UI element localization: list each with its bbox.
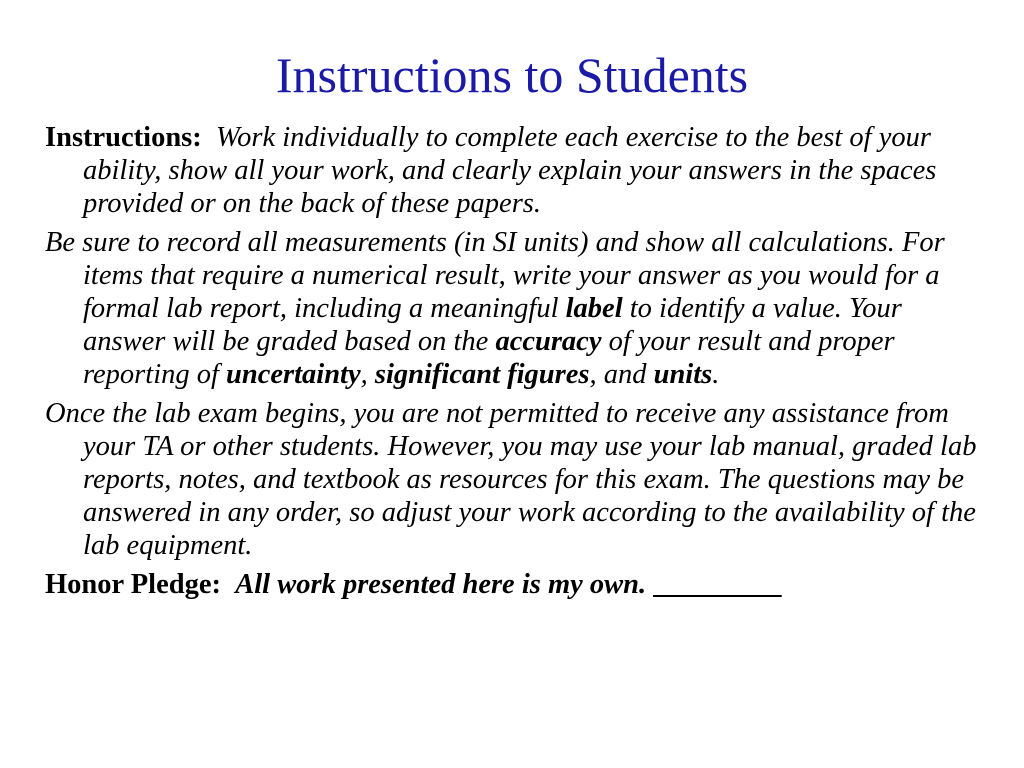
honor-pledge-label: Honor Pledge: (45, 569, 221, 600)
measurements-text-3: of your result and proper reporting of (83, 326, 895, 390)
slide-body (45, 121, 985, 607)
instructions-paragraph (45, 121, 985, 220)
honor-pledge-paragraph (45, 568, 985, 601)
instructions-text: Work individually to complete each exercise to the best of your ability, show all your work, and clearly explain your answers in the spaces provided or on the back of these papers. (83, 122, 937, 219)
measurements-text-1: Be sure to record all measurements (in SI units) and show all calculations. For items that require a numerical result, write your answer as you would for a formal lab report, including a meaningful (45, 227, 945, 324)
keyword-label: label (565, 293, 623, 324)
keyword-accuracy: accuracy (495, 326, 602, 357)
keyword-separator: , (360, 359, 375, 390)
honor-pledge-text: All work presented here is my own. (235, 569, 647, 600)
measurements-text-4: , and (589, 359, 654, 390)
measurements-paragraph (45, 226, 985, 391)
signature-line: _________ (653, 569, 782, 600)
exam-rules-paragraph (45, 397, 985, 562)
slide-title: Instructions to Students (275, 47, 749, 103)
keyword-uncertainty: uncertainty (226, 359, 361, 390)
keyword-significant-figures: significant figures (374, 359, 590, 390)
instructions-label: Instructions: (45, 122, 202, 153)
exam-rules-text: Once the lab exam begins, you are not permitted to receive any assistance from your TA or other students. However, you may use your lab manual, graded lab reports, notes, and textbook as resources for this exam. The questions may be answered in any order, so adjust your work according to the availability of the lab equipment. (45, 398, 977, 561)
keyword-units: units (653, 359, 713, 390)
measurements-end: . (712, 359, 720, 390)
measurements-text-2: to identify a value. Your answer will be graded based on the (83, 293, 902, 357)
